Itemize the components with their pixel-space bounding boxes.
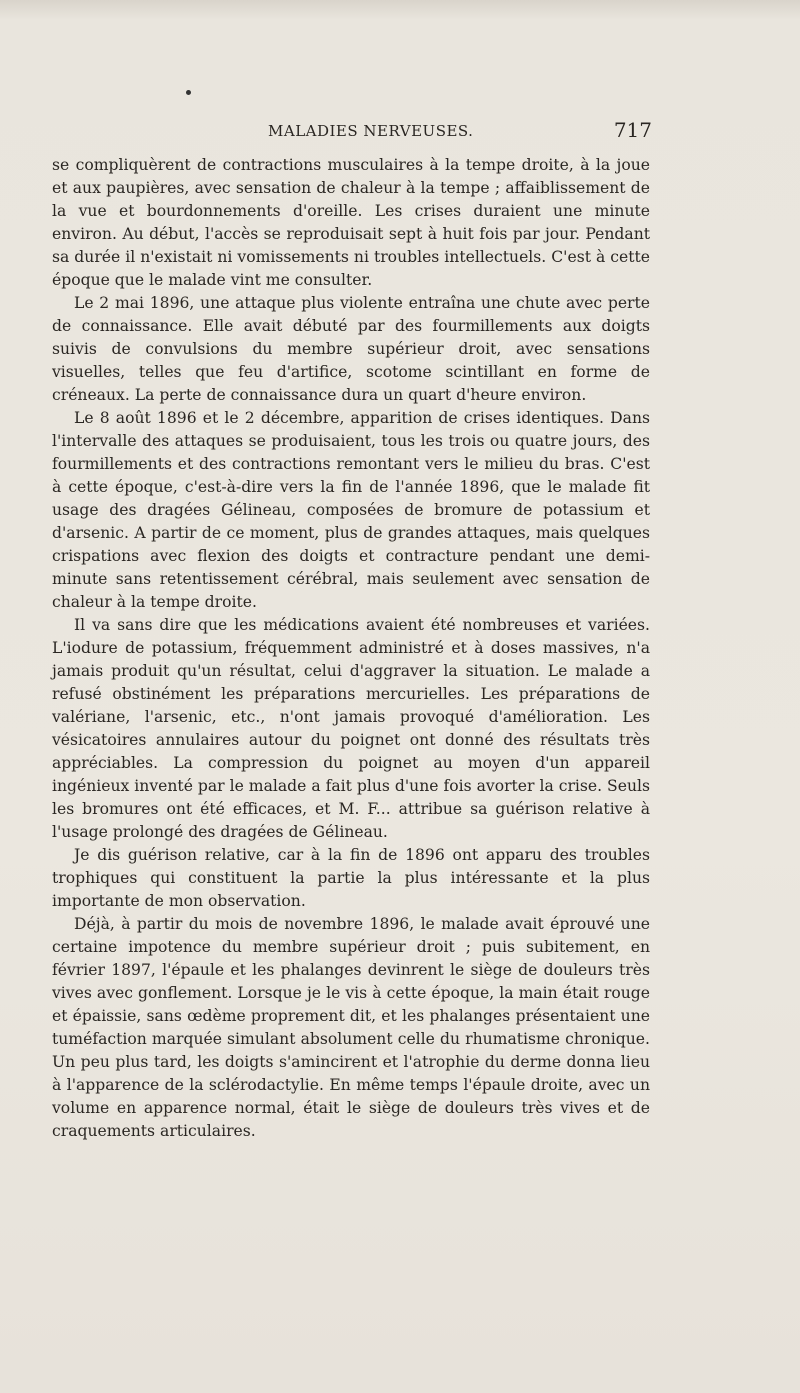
body-text [52,154,650,1143]
page-header [52,118,652,146]
paragraph: se compliquèrent de contractions musculaires à la tempe droite, à la joue et aux paupières, avec sensation de chaleur à la tempe ; affaiblissement de la vue et bourdonnements d'oreille. Les crises duraient une minute environ. Au début, l'accès se reproduisait sept à huit fois par jour. Pendant sa durée il n'existait ni vomissements ni troubles intellectuels. C'est à cette époque que le malade vint me consulter. [52,156,650,289]
paragraph: Le 8 août 1896 et le 2 décembre, apparition de crises identiques. Dans l'intervalle des attaques se produisaient, tous les trois ou quatre jours, des fourmillements et des contractions remontant vers le milieu du bras. C'est à cette époque, c'est-à-dire vers la fin de l'année 1896, que le malade fit usage des dragées Gélineau, composées de bromure de potassium et d'arsenic. A partir de ce moment, plus de grandes attaques, mais quelques crispations avec flexion des doigts et contracture pendant une demi-minute sans retentissement cérébral, mais seulement avec sensation de chaleur à la tempe droite. [52,409,650,611]
ink-speck [186,90,191,95]
paragraph: Il va sans dire que les médications avaient été nombreuses et variées. L'iodure de potassium, fréquemment administré et à doses massives, n'a jamais produit qu'un résultat, celui d'aggraver la situation. Le malade a refusé obstinément les préparations mercurielles. Les préparations de valériane, l'arsenic, etc., n'ont jamais provoqué d'amélioration. Les vésicatoires annulaires autour du poignet ont donné des résultats très appréciables. La compression du poignet au moyen d'un appareil ingénieux inventé par le malade a fait plus d'une fois avorter la crise. Seuls les bromures ont été efficaces, et M. F... attribue sa guérison relative à l'usage prolongé des dragées de Gélineau. [52,616,650,841]
paragraph: Déjà, à partir du mois de novembre 1896, le malade avait éprouvé une certaine impotence du membre supérieur droit ; puis subitement, en février 1897, l'épaule et les phalanges devinrent le siège de douleurs très vives avec gonflement. Lorsque je le vis à cette époque, la main était rouge et épaissie, sans œdème proprement dit, et les phalanges présentaient une tuméfaction marquée simulant absolument celle du rhumatisme chronique. Un peu plus tard, les doigts s'amincirent et l'atrophie du derme donna lieu à l'apparence de la sclérodactylie. En même temps l'épaule droite, avec un volume en apparence normal, était le siège de douleurs très vives et de craquements articulaires. [52,915,650,1140]
running-title: MALADIES NERVEUSES. [268,122,474,140]
page-number: 717 [613,118,652,142]
paragraph: Je dis guérison relative, car à la fin de 1896 ont apparu des troubles trophiques qui constituent la partie la plus intéressante et la plus importante de mon observation. [52,846,650,910]
paragraph: Le 2 mai 1896, une attaque plus violente entraîna une chute avec perte de connaissance. Elle avait débuté par des fourmillements aux doigts suivis de convulsions du membre supérieur droit, avec sensations visuelles, telles que feu d'artifice, scotome scintillant en forme de créneaux. La perte de connaissance dura un quart d'heure environ. [52,294,650,404]
